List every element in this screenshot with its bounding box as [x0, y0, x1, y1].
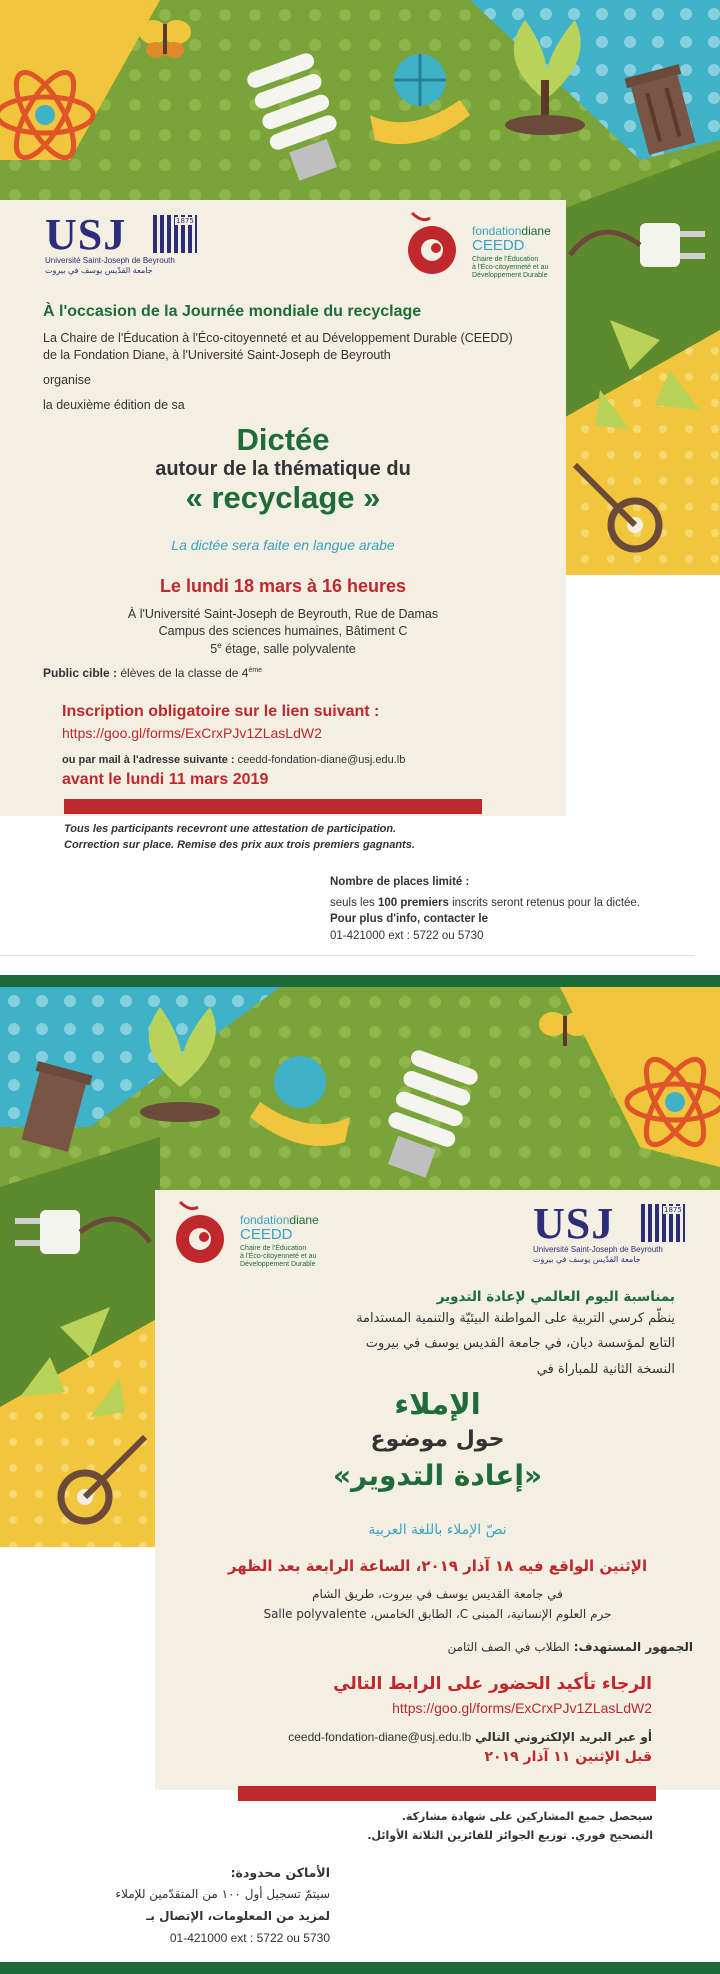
language-note-ar: نصّ الإملاء باللغة العربية	[368, 1522, 507, 1538]
places-line-ar: سيتمّ تسجيل أول ١٠٠ من المتقدّمين للإملاء	[115, 1887, 330, 1901]
venue-line-2-ar: حرم العلوم الإنسانية، المبنى C، الطابق الخامس، Salle polyvalente	[263, 1607, 612, 1621]
usj-logo-letters-ar: USJ	[533, 1199, 615, 1248]
event-date-ar: الإثنين الواقع فيه ١٨ آذار ٢٠١٩، الساعة الرابعة بعد الظهر	[227, 1557, 648, 1575]
audience-line	[43, 666, 262, 680]
deadline: avant le lundi 11 mars 2019	[62, 771, 269, 788]
registration-link-ar[interactable]: https://goo.gl/forms/ExCrxPJv1ZLasLdW2	[392, 1700, 652, 1716]
venue-line-1-ar: في جامعة القديس يوسف في بيروت، طريق الشام	[312, 1587, 563, 1601]
venue-floor-rest: étage, salle polyvalente	[221, 642, 356, 657]
ceedd-swirl-icon	[402, 208, 466, 278]
ceedd-line3-ar: Développement Durable	[240, 1261, 316, 1268]
ceedd-brand-fondation: fondation	[472, 224, 522, 238]
intro-line-2-ar: التابع لمؤسسة ديان، في جامعة القديس يوسف في بيروت	[365, 1336, 675, 1351]
audience-label: Public cible :	[43, 666, 121, 680]
ceedd-line2: à l'Éco-citoyenneté et au	[472, 264, 549, 271]
ceedd-logo	[402, 208, 562, 280]
usj-logo-ar	[533, 1199, 693, 1264]
registration-link[interactable]: https://goo.gl/forms/ExCrxPJv1ZLasLdW2	[62, 725, 322, 741]
usj-name-fr: Université Saint-Joseph de Beyrouth	[45, 256, 175, 265]
ceedd-line1-ar: Chaire de l'Éducation	[240, 1245, 307, 1252]
edition-text: la deuxième édition de sa	[43, 398, 185, 412]
mail-line	[62, 754, 405, 766]
ceedd-brand	[472, 224, 551, 238]
venue-floor-number: 5	[210, 642, 218, 657]
audience-sup: ème	[248, 667, 263, 674]
audience-line-ar	[170, 1640, 693, 1654]
occasion-heading-ar: بمناسبة اليوم العالمي لإعادة التدوير	[436, 1289, 675, 1305]
usj-logo-letters: USJ	[45, 210, 127, 259]
audience-label-ar: الجمهور المستهدف:	[569, 1640, 693, 1654]
places-prefix: seuls les	[330, 897, 378, 909]
info-contact: Pour plus d'info, contacter le	[330, 913, 489, 925]
red-bar-fr	[64, 799, 482, 814]
venue-floor-sup: e	[217, 641, 222, 650]
venue-line-2: Campus des sciences humaines, Bâtiment C	[158, 624, 408, 638]
ceedd-acronym: CEEDD	[472, 237, 525, 254]
phone-number-ar: 01-421000 ext : 5722 ou 5730	[169, 1931, 330, 1945]
mail-label: ou par mail à l'adresse suivante :	[62, 754, 238, 766]
intro-line-1-ar: ينظّم كرسي التربية على المواطنة البيئيّة والتنمية المستدامة	[356, 1311, 675, 1326]
ceedd-line2-ar: à l'Éco-citoyenneté et au	[240, 1253, 317, 1260]
places-count: 100 premiers	[377, 897, 449, 909]
audience-value: élèves de la classe de 4	[120, 666, 249, 680]
red-bar-ar	[238, 1786, 656, 1801]
audience-value-ar: الطلاب في الصف الثامن	[447, 1640, 570, 1654]
imlaa-theme: «إعادة التدوير»	[332, 1459, 543, 1492]
intro-line-1: La Chaire de l'Éducation à l'Éco-citoyenneté et au Développement Durable (CEEDD)	[43, 331, 513, 345]
usj-year-ar: 1875	[664, 1206, 682, 1214]
mail-label-ar: أو عبر البريد الإلكتروني التالي	[475, 1730, 652, 1744]
usj-name-ar: جامعة القدّيس يوسف في بيروت	[45, 266, 153, 275]
places-suffix: inscrits seront retenus pour la dictée.	[448, 897, 641, 909]
butterfly-icon	[139, 20, 191, 58]
mail-line-ar	[170, 1730, 652, 1744]
language-note: La dictée sera faite en langue arabe	[171, 537, 395, 553]
edition-text-ar: النسخة الثانية للمباراة في	[536, 1362, 675, 1377]
ceedd-line3: Développement Durable	[472, 272, 548, 279]
imlaa-title: الإملاء	[394, 1387, 481, 1421]
thin-divider	[0, 955, 695, 956]
usj-name-ar-ar: جامعة القدّيس يوسف في بيروت	[533, 1255, 641, 1264]
inscription-heading: Inscription obligatoire sur le lien suivant :	[62, 703, 380, 720]
phone-number: 01-421000 ext : 5722 ou 5730	[330, 930, 484, 942]
dictee-theme: « recyclage »	[185, 480, 381, 515]
participation-note-1: Tous les participants recevront une attestation de participation.	[64, 823, 397, 835]
dictee-subtitle: autour de la thématique du	[155, 458, 411, 480]
places-title-ar: الأماكن محدودة:	[230, 1865, 330, 1880]
participation-note-2-ar: التصحيح فوري. توزيع الجوائز للفائزين الثلاثة الأوائل.	[367, 1829, 653, 1842]
imlaa-subtitle: حول موضوع	[370, 1427, 505, 1452]
arabic-flyer	[0, 987, 720, 1974]
ceedd-acronym-ar: CEEDD	[240, 1226, 293, 1243]
participation-note-2: Correction sur place. Remise des prix aux trois premiers gagnants.	[64, 839, 415, 851]
places-line	[330, 897, 640, 909]
usj-logo	[45, 210, 205, 275]
ceedd-swirl-icon	[170, 1197, 234, 1267]
bottom-divider	[0, 1962, 720, 1974]
ceedd-brand-ar	[240, 1213, 319, 1227]
ceedd-brand-diane: diane	[521, 224, 551, 238]
info-contact-ar: لمزيد من المعلومات، الإتصال بـ	[146, 1909, 330, 1923]
ceedd-brand-fondation-ar: fondation	[240, 1213, 290, 1227]
venue-line-3	[0, 641, 566, 656]
ceedd-brand-diane-ar: diane	[289, 1213, 319, 1227]
french-flyer	[0, 0, 720, 970]
organise-text: organise	[43, 373, 91, 387]
deadline-ar: قبل الإثنين ١١ آذار ٢٠١٩	[484, 1749, 652, 1765]
section-divider	[0, 975, 720, 987]
occasion-heading: À l'occasion de la Journée mondiale du recyclage	[43, 303, 422, 320]
mail-address[interactable]: ceedd-fondation-diane@usj.edu.lb	[237, 754, 406, 766]
intro-line-2: de la Fondation Diane, à l'Université Saint-Joseph de Beyrouth	[43, 348, 391, 362]
mail-address-ar[interactable]: ceedd-fondation-diane@usj.edu.lb	[288, 1730, 472, 1744]
places-title: Nombre de places limité :	[330, 876, 470, 888]
venue-line-1: À l'Université Saint-Joseph de Beyrouth, Rue de Damas	[127, 607, 439, 621]
ceedd-line1: Chaire de l'Éducation	[472, 256, 539, 263]
dictee-title: Dictée	[236, 422, 330, 457]
usj-name-fr-ar: Université Saint-Joseph de Beyrouth	[533, 1245, 663, 1254]
event-date: Le lundi 18 mars à 16 heures	[159, 576, 407, 596]
usj-year: 1875	[176, 217, 194, 225]
participation-note-1-ar: سيحصل جميع المشاركين على شهادة مشاركة.	[401, 1810, 653, 1823]
inscription-heading-ar: الرجاء تأكيد الحضور على الرابط التالي	[333, 1674, 652, 1694]
ceedd-logo-ar	[170, 1197, 330, 1269]
